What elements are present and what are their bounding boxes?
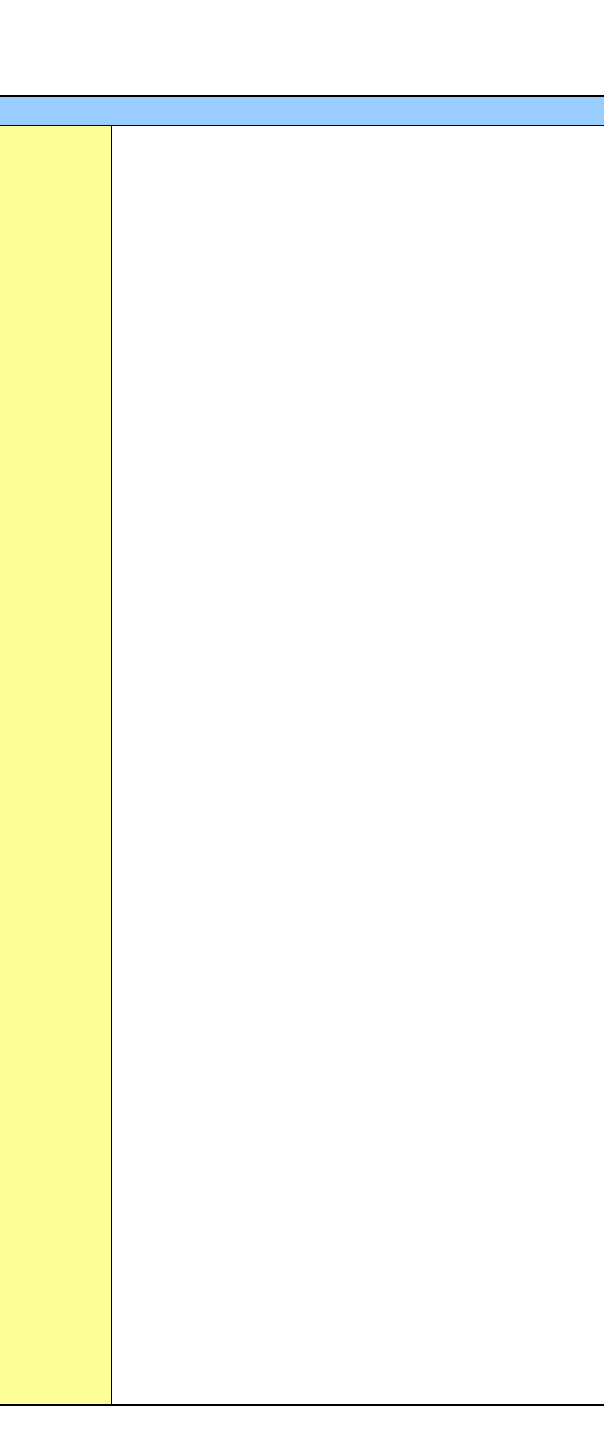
page-title [4, 5, 22, 31]
table-header [0, 95, 604, 126]
table-bottom-rule [0, 1404, 604, 1406]
item-column-background [0, 126, 112, 1404]
